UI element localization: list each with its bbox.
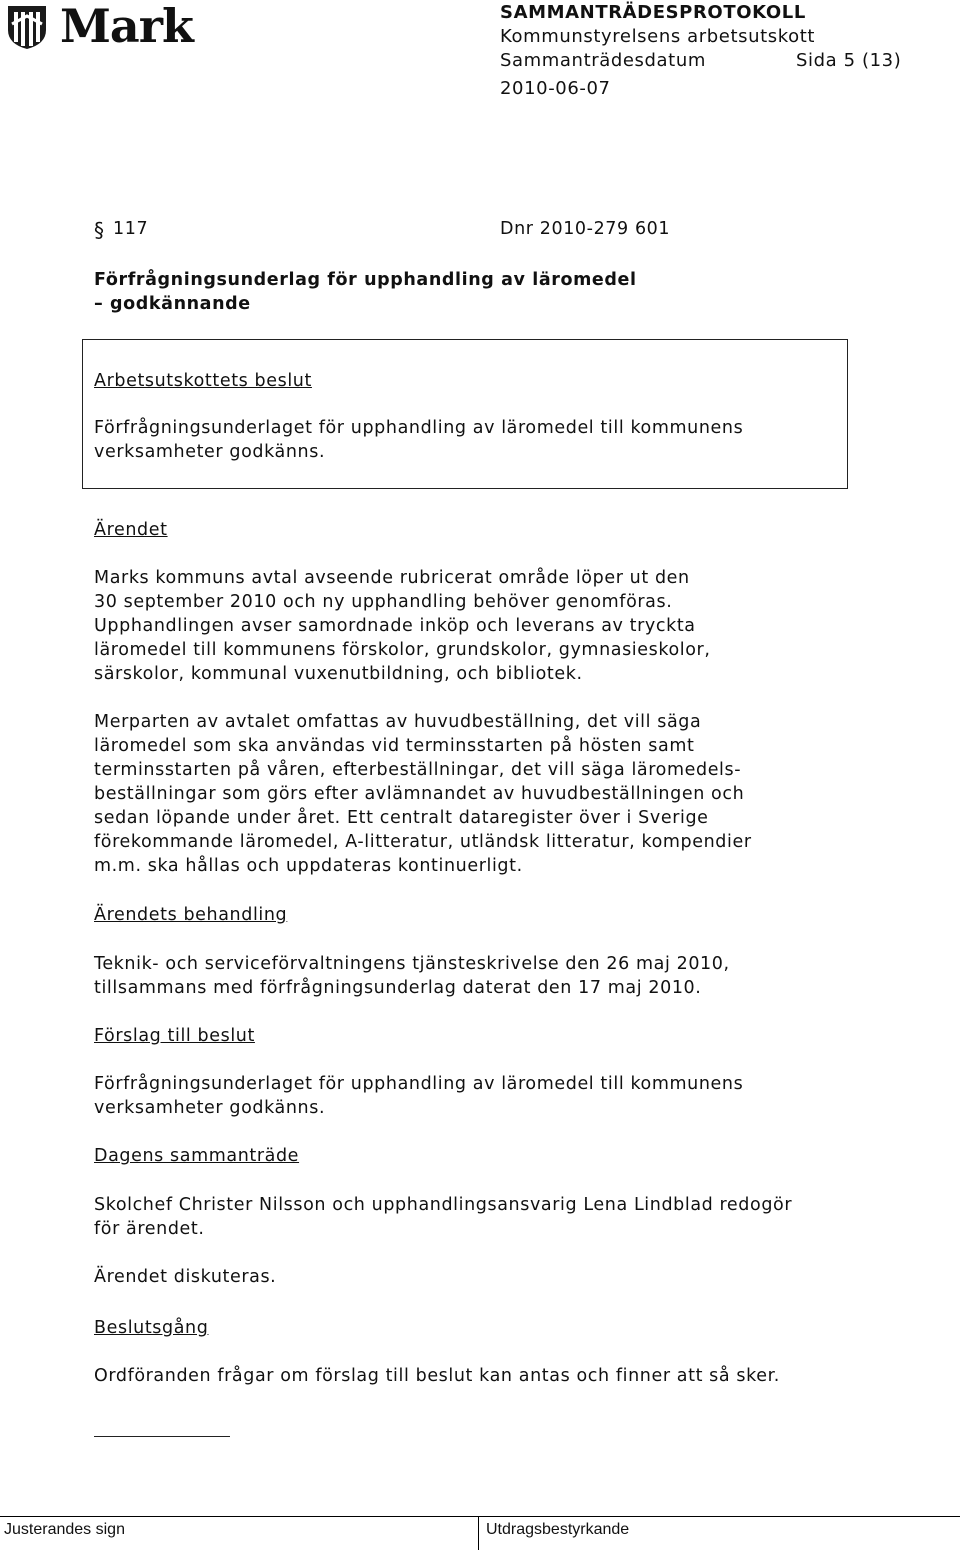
section-heading-beslutsgang: Beslutsgång — [94, 1318, 209, 1338]
page-number: Sida 5 (13) — [796, 50, 902, 71]
body-text-line: Upphandlingen avser samordnade inköp och leverans av tryckta — [94, 616, 696, 636]
section-heading-dagens: Dagens sammanträde — [94, 1146, 300, 1166]
diary-number: Dnr 2010-279 601 — [500, 219, 671, 239]
meeting-date-label: Sammanträdesdatum — [500, 50, 706, 71]
body-text-line: Marks kommuns avtal avseende rubricerat område löper ut den — [94, 568, 690, 588]
body-text-line: förekommande läromedel, A-litteratur, utländsk litteratur, kompendier — [94, 832, 752, 852]
section-symbol: § — [94, 218, 105, 242]
municipal-crest-icon — [6, 4, 48, 50]
meeting-date: 2010-06-07 — [500, 78, 611, 99]
body-text-line: läromedel till kommunens förskolor, grundskolor, gymnasieskolor, — [94, 640, 711, 660]
section-heading-forslag: Förslag till beslut — [94, 1026, 255, 1046]
section-heading-arendet: Ärendet — [94, 520, 168, 540]
paragraph-number: 117 — [113, 219, 149, 239]
body-text-line: Teknik- och serviceförvaltningens tjänsteskrivelse den 26 maj 2010, — [94, 954, 730, 974]
item-title: Förfrågningsunderlag för upphandling av läromedel — [94, 270, 637, 290]
body-text-line: Förfrågningsunderlaget för upphandling av läromedel till kommunens — [94, 1074, 744, 1094]
footer-divider — [478, 1516, 479, 1550]
body-text-line: verksamheter godkänns. — [94, 1098, 326, 1118]
committee-name: Kommunstyrelsens arbetsutskott — [500, 26, 816, 47]
body-text-line: 30 september 2010 och ny upphandling behöver genomföras. — [94, 592, 673, 612]
body-text-line: Ärendet diskuteras. — [94, 1267, 277, 1287]
footer-rule — [0, 1516, 960, 1517]
body-text-line: tillsammans med förfrågningsunderlag daterat den 17 maj 2010. — [94, 978, 702, 998]
body-text-line: m.m. ska hållas och uppdateras kontinuerligt. — [94, 856, 523, 876]
body-text-line: Merparten av avtalet omfattas av huvudbeställning, det vill säga — [94, 712, 702, 732]
decision-text-line: Förfrågningsunderlaget för upphandling av läromedel till kommunens — [94, 418, 744, 438]
decision-heading: Arbetsutskottets beslut — [94, 371, 312, 391]
body-text-line: läromedel som ska användas vid terminsstarten på hösten samt — [94, 736, 695, 756]
body-text-line: Ordföranden frågar om förslag till beslut kan antas och finner att så sker. — [94, 1366, 780, 1386]
decision-box — [82, 339, 848, 489]
footer-utdragsbestyrkande: Utdragsbestyrkande — [486, 1521, 630, 1538]
body-text-line: för ärendet. — [94, 1219, 205, 1239]
signature-rule — [94, 1436, 230, 1437]
body-text-line: särskolor, kommunal vuxenutbildning, och bibliotek. — [94, 664, 583, 684]
decision-text-line: verksamheter godkänns. — [94, 442, 326, 462]
body-text-line: beställningar som görs efter avlämnandet av huvudbeställningen och — [94, 784, 745, 804]
body-text-line: Skolchef Christer Nilsson och upphandlingsansvarig Lena Lindblad redogör — [94, 1195, 793, 1215]
body-text-line: sedan löpande under året. Ett centralt dataregister över i Sverige — [94, 808, 709, 828]
logo-wordmark: Mark — [60, 0, 193, 53]
body-text-line: terminsstarten på våren, efterbeställningar, det vill säga läromedels- — [94, 760, 742, 780]
protocol-title: SAMMANTRÄDESPROTOKOLL — [500, 2, 806, 23]
footer-justerandes-sign: Justerandes sign — [4, 1521, 125, 1538]
item-title-subtitle: – godkännande — [94, 294, 251, 314]
section-heading-behandling: Ärendets behandling — [94, 905, 288, 925]
